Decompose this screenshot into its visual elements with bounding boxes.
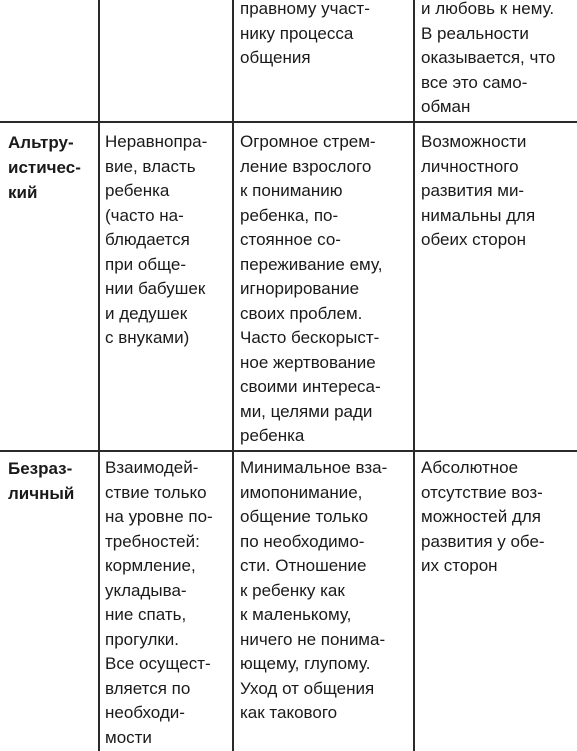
table-cell-features: Взаимодей- ствие только на уровне по- требностей: кормление, укладыва- ние спать, прогулки. Все осущест- вляется по необходи- мости	[105, 458, 213, 747]
row-divider	[0, 121, 577, 123]
table-cell-outcome: и любовь к нему. В реальности оказывается, что все это само- обман	[421, 0, 556, 116]
table-cell-adult-child: правному участ- нику процесса общения	[240, 0, 370, 67]
column-divider	[232, 0, 234, 751]
table-cell-adult-child: Огромное стрем- ление взрослого к пониманию ребенка, по- стоянное со- переживание ему, игнорирование своих проблем. Часто бескорыст- ное жертвование своими интереса- ми, целями ради ребенка	[240, 132, 383, 445]
table-cell-adult-child: Минимальное вза- имопонимание, общение только по необходимо- сти. Отношение к ребенку как к маленькому, ничего не понима- ющему, глупому. Уход от общения как такового	[240, 458, 388, 722]
row-divider	[0, 450, 577, 452]
table-cell-features: Неравнопра- вие, власть ребенка (часто на- блюдается при обще- нии бабушек и дедушек с внуками)	[105, 132, 208, 347]
column-divider	[413, 0, 415, 751]
table-cell-outcome: Возможности личностного развития ми- нимальны для обеих сторон	[421, 132, 536, 249]
table-cell-type: Безраз- личный	[8, 459, 75, 503]
table-cell-type: Альтру- истичес- кий	[8, 133, 81, 202]
table-cell-outcome: Абсолютное отсутствие воз- можностей для развития у обе- их сторон	[421, 458, 545, 575]
column-divider	[98, 0, 100, 751]
